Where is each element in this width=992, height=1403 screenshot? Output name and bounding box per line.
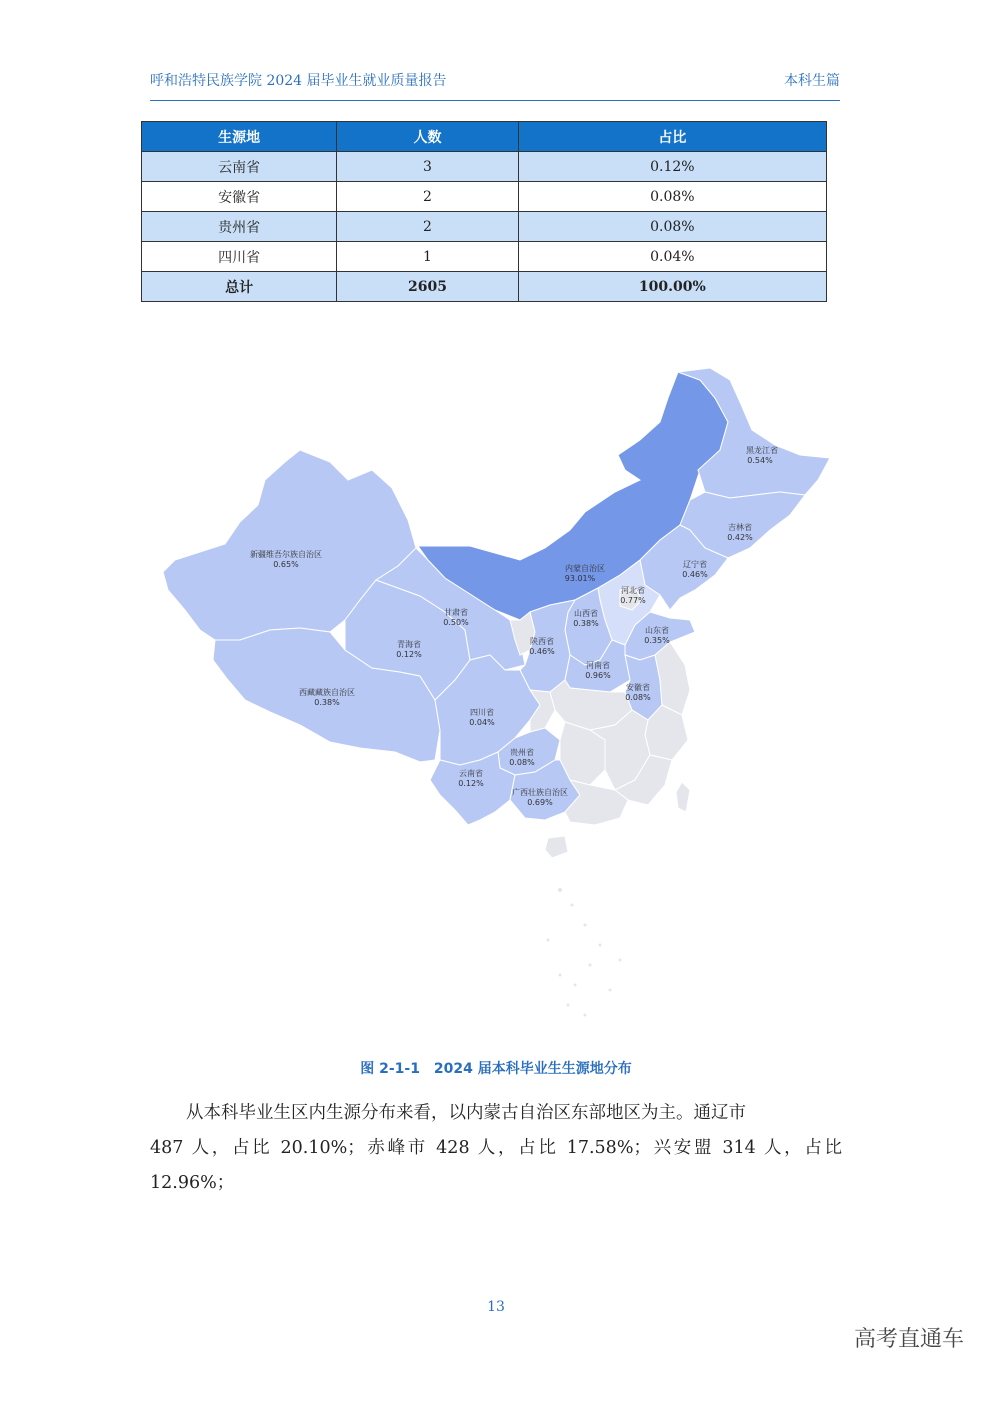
map-label: 河北省 — [621, 586, 645, 595]
map-value: 0.69% — [527, 798, 553, 807]
table-cell: 1 — [337, 242, 518, 272]
map-value: 0.65% — [273, 560, 299, 569]
map-value: 0.46% — [682, 570, 708, 579]
total-count: 2605 — [337, 272, 518, 302]
map-value: 0.54% — [747, 456, 773, 465]
region-taiwan — [676, 782, 690, 812]
table-cell: 0.12% — [518, 152, 826, 182]
map-value: 0.50% — [443, 618, 469, 627]
table-cell: 0.04% — [518, 242, 826, 272]
table-total-row — [142, 272, 827, 302]
map-value: 0.04% — [469, 718, 495, 727]
table-cell: 0.08% — [518, 212, 826, 242]
figure-caption: 图 2-1-1 2024 届本科毕业生生源地分布 — [360, 1061, 632, 1077]
page-header — [150, 70, 840, 101]
map-value: 0.46% — [529, 647, 555, 656]
south-sea-islands — [547, 888, 622, 1017]
paragraph-line: 487 人，占比 20.10%；赤峰市 428 人，占比 17.58%；兴安盟 314 人，占比 12.96%； — [150, 1138, 842, 1193]
map-value: 93.01% — [564, 574, 596, 583]
origin-table — [141, 121, 827, 302]
column-header: 生源地 — [142, 122, 337, 152]
map-value: 0.77% — [620, 596, 646, 605]
map-label: 四川省 — [470, 708, 494, 717]
table-cell: 2 — [337, 182, 518, 212]
table-row — [142, 152, 827, 182]
table-cell: 贵州省 — [142, 212, 337, 242]
map-label: 青海省 — [397, 640, 421, 649]
map-label: 河南省 — [586, 661, 610, 670]
column-header: 人数 — [337, 122, 518, 152]
total-label: 总计 — [142, 272, 337, 302]
map-value: 0.38% — [314, 698, 340, 707]
region-hainan — [545, 836, 568, 858]
map-value: 0.12% — [396, 650, 422, 659]
map-value: 0.08% — [625, 693, 651, 702]
map-value: 0.42% — [727, 533, 753, 542]
map-value: 0.96% — [585, 671, 611, 680]
table-cell: 四川省 — [142, 242, 337, 272]
map-label: 山东省 — [645, 626, 669, 635]
map-label: 山西省 — [574, 609, 598, 618]
table-header-row — [142, 122, 827, 152]
table-cell: 0.08% — [518, 182, 826, 212]
map-label: 新疆维吾尔族自治区 — [250, 550, 322, 559]
map-label: 吉林省 — [728, 523, 752, 532]
table-cell: 安徽省 — [142, 182, 337, 212]
map-value: 0.35% — [644, 636, 670, 645]
map-label: 云南省 — [459, 769, 483, 778]
map-label: 广西壮族自治区 — [512, 788, 568, 797]
total-percent: 100.00% — [518, 272, 826, 302]
map-value: 0.12% — [458, 779, 484, 788]
map-label: 安徽省 — [626, 683, 650, 692]
map-label: 甘肃省 — [444, 608, 468, 617]
table-cell: 云南省 — [142, 152, 337, 182]
column-header: 占比 — [518, 122, 826, 152]
map-label: 贵州省 — [510, 748, 534, 757]
map-label: 西藏藏族自治区 — [299, 688, 355, 697]
table-cell: 2 — [337, 212, 518, 242]
paragraph-line: 从本科毕业生区内生源分布来看，以内蒙古自治区东部地区为主。通辽市 — [186, 1103, 746, 1123]
table-row — [142, 182, 827, 212]
map-label: 黑龙江省 — [746, 446, 778, 455]
body-paragraph — [150, 1096, 842, 1201]
report-title: 呼和浩特民族学院 2024 届毕业生就业质量报告 — [150, 73, 447, 89]
table-cell: 3 — [337, 152, 518, 182]
map-label: 陕西省 — [530, 637, 554, 646]
page-number: 13 — [487, 1299, 505, 1315]
table-row — [142, 242, 827, 272]
watermark: 高考直通车 — [853, 1327, 964, 1352]
table-row — [142, 212, 827, 242]
map-value: 0.08% — [509, 758, 535, 767]
map-value: 0.38% — [573, 619, 599, 628]
section-title: 本科生篇 — [784, 73, 840, 89]
map-label: 辽宁省 — [683, 560, 707, 569]
origin-map — [150, 360, 850, 1040]
map-label: 内蒙自治区 — [565, 564, 605, 573]
